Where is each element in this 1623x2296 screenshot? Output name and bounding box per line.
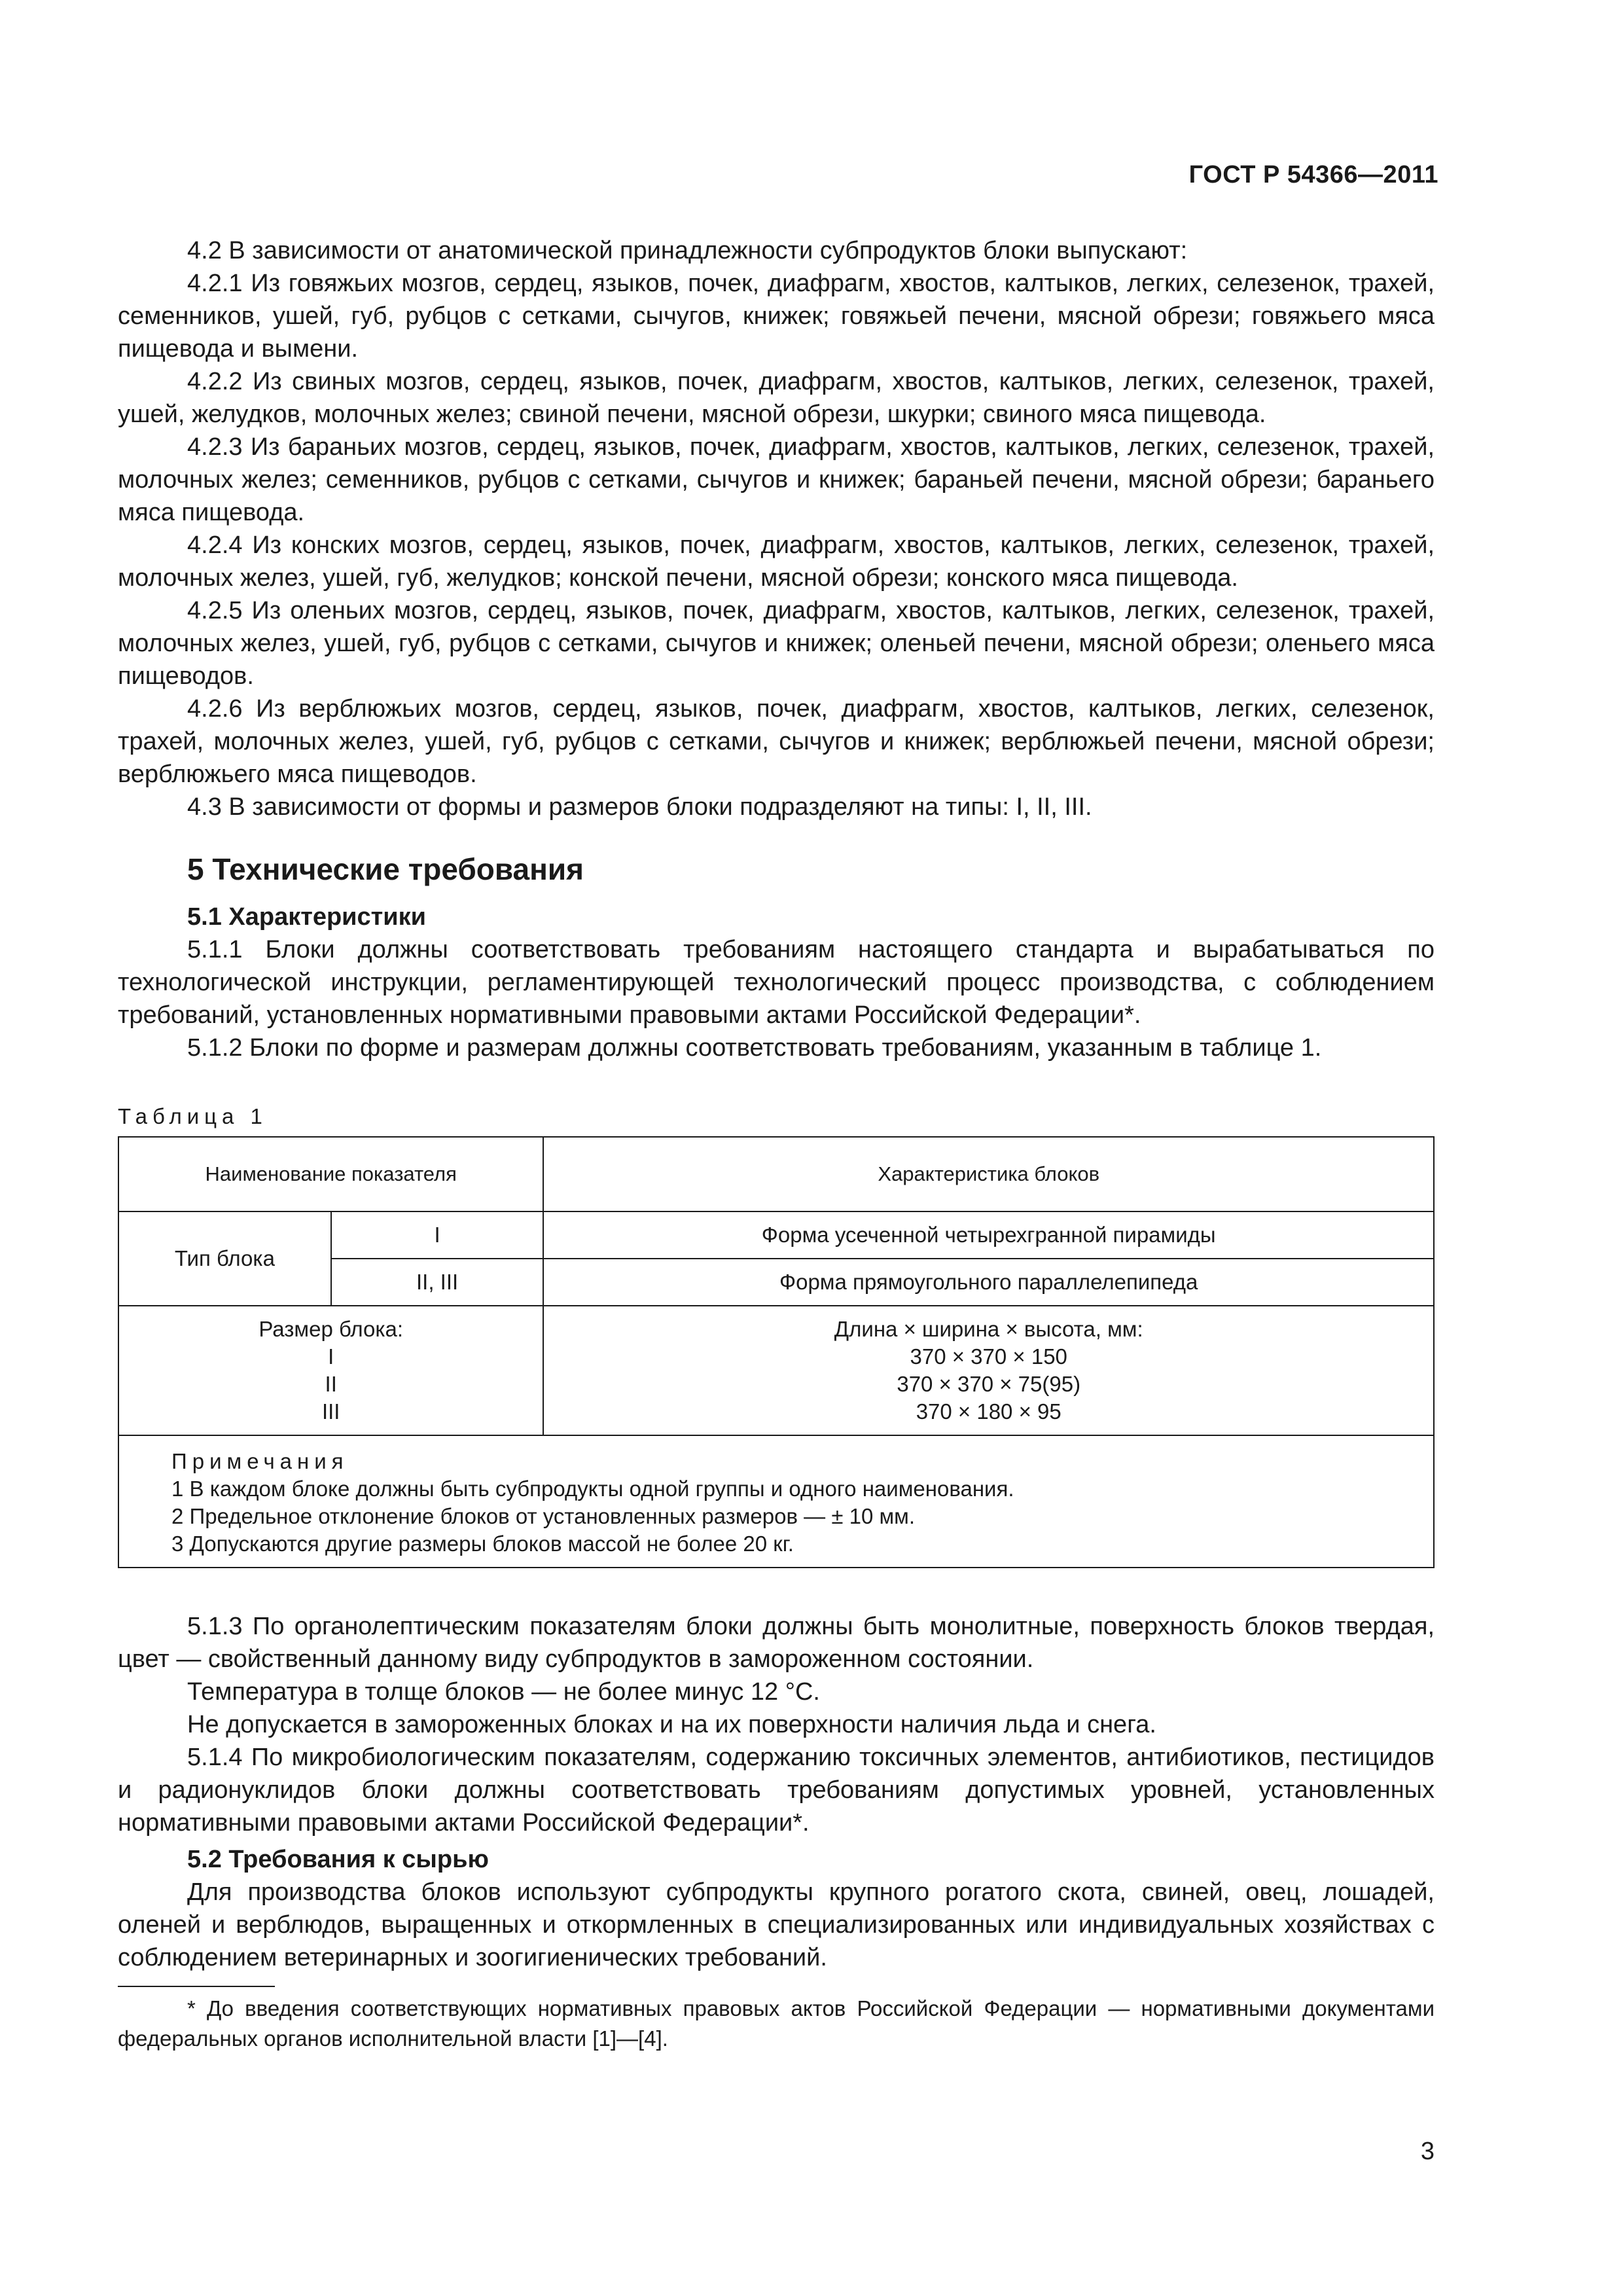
paragraph-ice: Не допускается в замороженных блоках и на их поверхности наличия льда и снега. (187, 1711, 1156, 1738)
header-characteristic: Характеристика блоков (543, 1137, 1434, 1211)
table-row (118, 1306, 1434, 1435)
notes-title: Примечания (171, 1449, 349, 1473)
document-header: ГОСТ Р 54366—2011 (1188, 161, 1438, 188)
size-values-cell (543, 1306, 1434, 1435)
table-header-row (118, 1137, 1434, 1211)
note-item: 2 Предельное отклонение блоков от установленных размеров — ± 10 мм. (171, 1504, 916, 1528)
paragraph-4-3: 4.3 В зависимости от формы и размеров блоки подразделяют на типы: I, II, III. (187, 793, 1092, 821)
header-indicator: Наименование показателя (118, 1137, 543, 1211)
type-label: Тип блока (118, 1211, 331, 1306)
table-caption: Таблица 1 (118, 1104, 268, 1128)
page-content (118, 234, 1435, 2054)
paragraph-4-2-5: 4.2.5 Из оленьих мозгов, сердец, языков, почек, диафрагм, хвостов, калтыков, легких, селезенок, трахей, молочных желез, ушей, губ, рубцов с сетками, сычугов и книжек; оленьей печени, мясной обрези; оленьего мяса пищеводов. (118, 597, 1435, 690)
notes-cell (118, 1435, 1434, 1568)
type-description: Форма усеченной четырехгранной пирамиды (543, 1211, 1434, 1259)
table-notes-row (118, 1435, 1434, 1568)
subsection-5-2-heading: 5.2 Требования к сырью (187, 1846, 489, 1873)
paragraph-temperature: Температура в толще блоков — не более минус 12 °С. (187, 1678, 820, 1706)
paragraph-5-2: Для производства блоков используют субпродукты крупного рогатого скота, свиней, овец, лошадей, оленей и верблюдов, выращенных и откормленных в специализированных или индивидуальных хозяйствах с соблюдением ветеринарных и зоогигиенических требований. (118, 1878, 1435, 1971)
paragraph-4-2-6: 4.2.6 Из верблюжьих мозгов, сердец, языков, почек, диафрагм, хвостов, калтыков, легких, селезенок, трахей, молочных желез, ушей, губ, рубцов с сетками, сычугов и книжек; верблюжьей печени, мясной обрези; верблюжьего мяса пищеводов. (118, 695, 1435, 788)
footnote-divider (118, 1986, 275, 1987)
footnote: * До введения соответствующих нормативных правовых актов Российской Федерации — нормативными документами федеральных органов исполнительной власти [1]—[4]. (118, 1996, 1435, 2051)
table-row (118, 1211, 1434, 1259)
paragraph-5-1-2: 5.1.2 Блоки по форме и размерам должны соответствовать требованиям, указанным в таблице 1. (187, 1034, 1322, 1062)
paragraph-5-1-4: 5.1.4 По микробиологическим показателям, содержанию токсичных элементов, антибиотиков, пестицидов и радионуклидов блоки должны соответствовать требованиям допустимых уровней, установленных нормативными правовыми актами Российской Федерации*. (118, 1744, 1435, 1837)
subsection-5-1-heading: 5.1 Характеристики (187, 903, 427, 931)
size-type: III (321, 1399, 340, 1424)
size-value: 370 × 370 × 75(95) (897, 1372, 1081, 1396)
size-type: II (325, 1372, 337, 1396)
note-item: 3 Допускаются другие размеры блоков массой не более 20 кг. (171, 1532, 794, 1556)
size-value: 370 × 370 × 150 (910, 1344, 1067, 1369)
paragraph-4-2: 4.2 В зависимости от анатомической принадлежности субпродуктов блоки выпускают: (187, 237, 1188, 264)
size-head: Длина × ширина × высота, мм: (834, 1317, 1143, 1341)
paragraph-4-2-3: 4.2.3 Из бараньих мозгов, сердец, языков, почек, диафрагм, хвостов, калтыков, легких, селезенок, трахей, молочных желез; семенников, рубцов с сетками, сычугов и книжек; бараньей печени, мясной обрези; бараньего мяса пищевода. (118, 433, 1435, 526)
size-label: Размер блока: (259, 1317, 404, 1341)
type-description: Форма прямоугольного параллелепипеда (543, 1259, 1434, 1306)
page-number: 3 (1420, 2138, 1435, 2165)
type-value: I (331, 1211, 544, 1259)
paragraph-4-2-2: 4.2.2 Из свиных мозгов, сердец, языков, почек, диафрагм, хвостов, калтыков, легких, селезенок, трахей, ушей, желудков, молочных желез; свиной печени, мясной обрези, шкурки; свиного мяса пищевода. (118, 368, 1435, 428)
size-label-cell (118, 1306, 543, 1435)
type-value: II, III (331, 1259, 544, 1306)
section-5-heading: 5 Технические требования (187, 852, 584, 886)
note-item: 1 В каждом блоке должны быть субпродукты одной группы и одного наименования. (171, 1477, 1014, 1501)
paragraph-5-1-1: 5.1.1 Блоки должны соответствовать требованиям настоящего стандарта и вырабатываться по технологической инструкции, регламентирующей технологический процесс производства, с соблюдением требований, установленных нормативными правовыми актами Российской Федерации*. (118, 936, 1435, 1029)
paragraph-4-2-1: 4.2.1 Из говяжьих мозгов, сердец, языков, почек, диафрагм, хвостов, калтыков, легких, селезенок, трахей, семенников, ушей, губ, рубцов с сетками, сычугов, книжек; говяжьей печени, мясной обрези; говяжьего мяса пищевода и вымени. (118, 270, 1435, 363)
paragraph-4-2-4: 4.2.4 Из конских мозгов, сердец, языков, почек, диафрагм, хвостов, калтыков, легких, селезенок, трахей, молочных желез, ушей, губ, желудков; конской печени, мясной обрези; конского мяса пищевода. (118, 531, 1435, 592)
size-type: I (328, 1344, 334, 1369)
size-value: 370 × 180 × 95 (916, 1399, 1061, 1424)
after-table-block (118, 1610, 1435, 1974)
table-1 (118, 1136, 1435, 1568)
paragraph-5-1-3: 5.1.3 По органолептическим показателям блоки должны быть монолитные, поверхность блоков твердая, цвет — свойственный данному виду субпродуктов в замороженном состоянии. (118, 1613, 1435, 1673)
